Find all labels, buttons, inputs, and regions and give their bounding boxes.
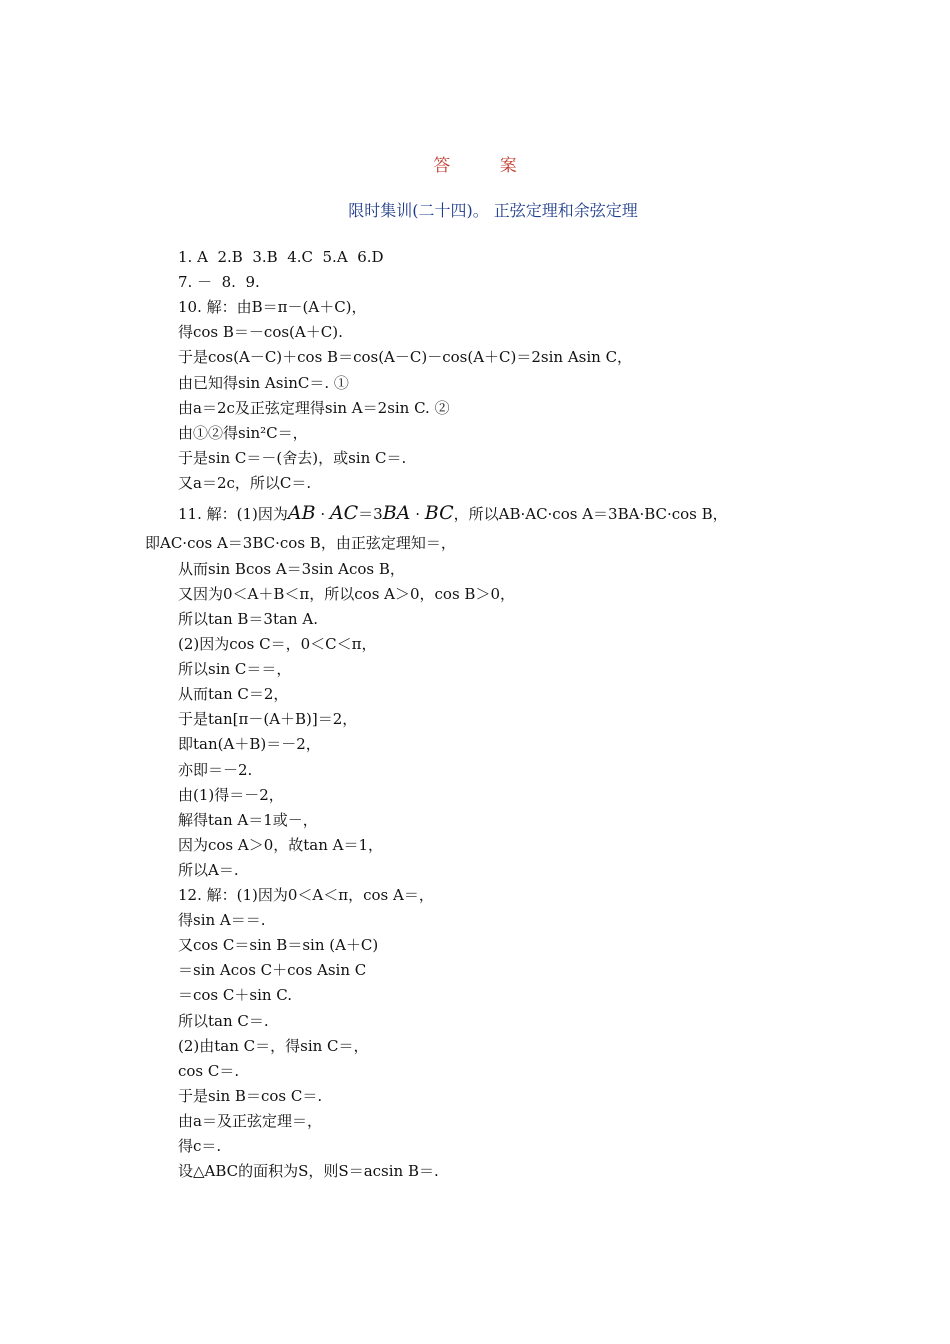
vector-ab: AB — [287, 502, 316, 524]
answer-line: 得sin A＝＝. — [178, 911, 266, 929]
answer-line: 12. 解：(1)因为0＜A＜π，cos A＝， — [178, 886, 434, 904]
dot-operator: · — [320, 505, 326, 523]
answer-line: 所以tan B＝3tan A. — [178, 610, 318, 628]
answer-line: 1. A 2.B 3.B 4.C 5.A 6.D — [178, 248, 384, 266]
answer-line: ＝sin Acos C＋cos Asin C — [178, 961, 367, 979]
answer-line: 由①②得sin²C＝， — [178, 424, 308, 442]
answer-line-11-rest: ，所以AB·AC·cos A＝3BA·BC·cos B， — [453, 505, 728, 523]
answer-line: 即AC·cos A＝3BC·cos B，由正弦定理知＝， — [145, 534, 456, 552]
answer-line-11-lead: 11. 解：(1)因为 — [178, 505, 288, 523]
answer-line: 又a＝2c，所以C＝. — [178, 474, 312, 492]
answer-line: cos C＝. — [178, 1062, 240, 1080]
section-subtitle: 限时集训(二十四)。 正弦定理和余弦定理 — [348, 201, 638, 220]
answer-line: 于是sin B＝cos C＝. — [178, 1087, 323, 1105]
answer-line: 亦即＝－2. — [178, 761, 253, 779]
answer-line: 得c＝. — [178, 1137, 222, 1155]
answer-line: 由a＝2c及正弦定理得sin A＝2sin C. ② — [178, 399, 450, 417]
answer-line: 即tan(A＋B)＝－2， — [178, 735, 321, 753]
vector-ba: BA — [382, 502, 411, 524]
answer-line: 又因为0＜A＋B＜π，所以cos A＞0，cos B＞0， — [178, 585, 515, 603]
answer-line: 于是sin C＝－(舍去)，或sin C＝. — [178, 449, 407, 467]
answer-line: (2)因为cos C＝，0＜C＜π， — [178, 635, 377, 653]
answer-line: 所以tan C＝. — [178, 1012, 269, 1030]
answer-line: 从而sin Bcos A＝3sin Acos B， — [178, 560, 405, 578]
answer-line: 于是cos(A－C)＋cos B＝cos(A－C)－cos(A＋C)＝2sin Asin C， — [178, 348, 633, 366]
answer-line: 10. 解：由B＝π－(A＋C)， — [178, 298, 367, 316]
answer-line: ＝cos C＋sin C. — [178, 986, 293, 1004]
answer-line: 由(1)得＝－2， — [178, 786, 284, 804]
answer-line: 所以sin C＝＝， — [178, 660, 292, 678]
page-title: 答 案 — [433, 156, 539, 176]
answer-line: (2)由tan C＝，得sin C＝， — [178, 1037, 369, 1055]
answer-line: 得cos B＝－cos(A＋C). — [178, 323, 343, 341]
answer-line: 从而tan C＝2， — [178, 685, 289, 703]
answer-line: 设△ABC的面积为S，则S＝acsin B＝. — [178, 1162, 439, 1180]
equals-three: ＝3 — [358, 505, 383, 523]
answer-line: 因为cos A＞0，故tan A＝1， — [178, 836, 384, 854]
answer-line: 由a＝及正弦定理＝， — [178, 1112, 322, 1130]
vector-bc: BC — [424, 502, 454, 524]
answer-line: 又cos C＝sin B＝sin (A＋C) — [178, 936, 379, 954]
dot-operator: · — [415, 505, 420, 523]
vector-ac: AC — [329, 502, 359, 524]
answer-line: 由已知得sin AsinC＝. ① — [178, 374, 349, 392]
answer-line: 所以A＝. — [178, 861, 239, 879]
answer-line: 于是tan[π－(A＋B)]＝2， — [178, 710, 358, 728]
answer-line: 解得tan A＝1或－， — [178, 811, 318, 829]
answer-line-11 — [178, 503, 728, 524]
answer-line: 7. － 8. 9. — [178, 273, 260, 291]
